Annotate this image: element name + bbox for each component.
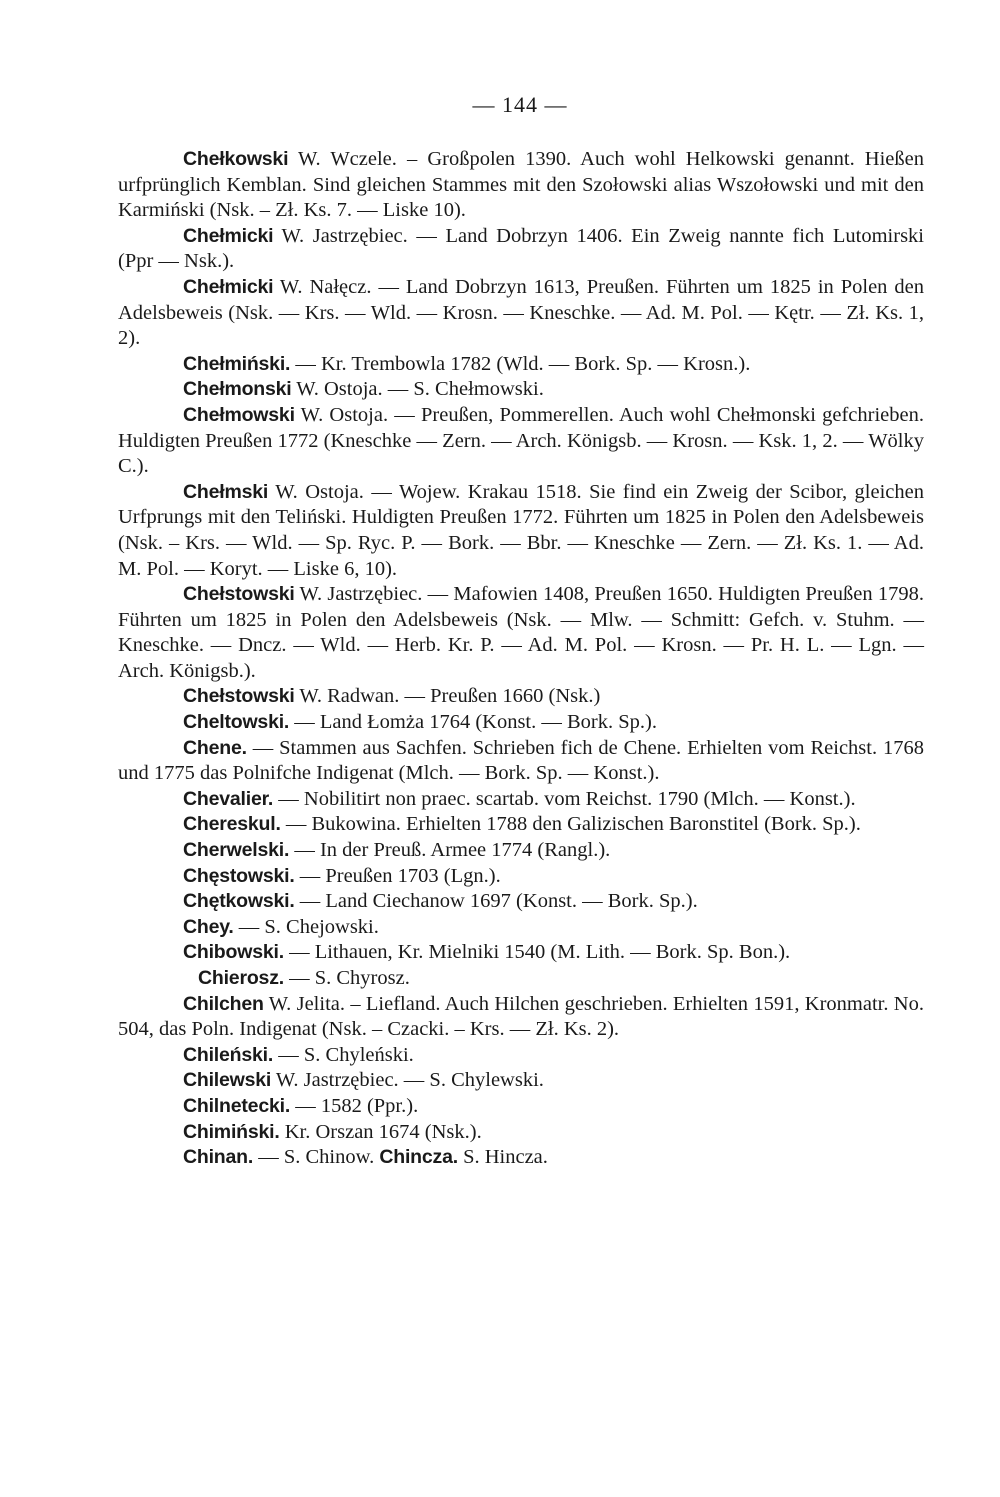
entry [118,403,924,480]
entry-text: — Preußen 1703 (Lgn.). [294,864,501,887]
entry-headword: Chereskul. [183,813,281,836]
entry-text: — Stammen aus Sachfen. Schrieben fich de Chene. Erhielten vom Reichst. 1768 und 1775 das Polnifche Indigenat (Mlch. — Bork. Sp. — Konst.). [118,736,924,785]
entry-headword: Chełmonski [183,378,292,401]
entry-headword: Chey. [183,915,234,938]
entry-headword: Chełmicki [183,275,274,298]
entry-headword: Chibowski. [183,941,284,964]
entry-headword: Chimiński. [183,1120,280,1143]
entry-headword: Chilnetecki. [183,1094,291,1117]
entry [118,812,924,838]
entry [118,480,924,582]
entry [118,710,924,736]
entry-headword: Chełkowski [183,148,289,170]
entry [118,582,924,684]
entry [118,1145,924,1171]
entry [118,966,924,992]
entry-headword: Chinan. [183,1146,254,1169]
entry-text: W. Jastrzębiec. — Land Dobrzyn 1406. Ein Zweig nannte fich Lutomirski (Ppr — Nsk.). [118,224,924,273]
entry-headword: Chileński. [183,1043,274,1066]
entry [118,736,924,787]
entry-headword: Chene. [183,736,247,759]
entry-headword: Cherwelski. [183,839,290,862]
entry-headword: Chincza. [379,1146,458,1169]
entry-text: W. Jastrzębiec. — Mafowien 1408, Preußen 1650. Huldigten Preußen 1798. Führten um 1825 in Polen den Adelsbeweis (Nsk. — Mlw. — Schmitt: Gefch. v. Stuhm. — Kneschke. — Dncz. — Wld. — Herb. Kr. P. — Ad. M. Pol. — Krosn. — Pr. H. L. — Lgn. — Arch. Königsb.). [118,583,924,682]
entry-text: — S. Chejowski. [233,915,379,938]
entry-text: — S. Chinow. [253,1146,380,1169]
entry [118,889,924,915]
entry-text: W. Ostoja. — Wojew. Krakau 1518. Sie find ein Zweig der Scibor, gleichen Urfprungs mit den Teliński. Huldigten Preußen 1772. Führten um 1825 in Polen den Adelsbeweis (Nsk. – Krs. — Wld. — Sp. Ryc. P. — Bork. — Bbr. — Kneschke — Zern. — Zł. Ks. 1. — Ad. M. Pol. — Koryt. — Liske 6, 10). [118,480,924,580]
entry-text: W. Ostoja. — Preußen, Pommerellen. Auch wohl Chełmonski gefchrieben. Huldigten Preußen 1772 (Kneschke — Zern. — Arch. Königsb. — Krosn. — Ksk. 1, 2. — Wölky C.). [118,403,924,478]
entry-headword: Chełstowski [183,583,295,606]
entry [118,224,924,275]
entry-text: — S. Chyleński. [273,1043,414,1066]
entry [118,838,924,864]
entry [118,684,924,710]
entry-list [118,147,924,1171]
entry-text: W. Ostoja. — S. Chełmowski. [291,378,544,401]
entry-text: W. Radwan. — Preußen 1660 (Nsk.) [294,685,601,708]
entry-headword: Chełstowski [183,685,295,708]
entry-headword: Chierosz. [198,967,284,989]
entry-text: — In der Preuß. Armee 1774 (Rangl.). [289,839,611,862]
entry-text: S. Hincza. [457,1146,548,1169]
entry [118,1120,924,1146]
entry-text: — Kr. Trembowla 1782 (Wld. — Bork. Sp. — Krosn.). [290,352,751,375]
entry-headword: Chilchen [183,992,264,1015]
entry-headword: Chełmowski [183,403,295,426]
entry-headword: Chevalier. [183,787,274,810]
entry [118,992,924,1043]
entry-headword: Chełmiński. [183,352,291,375]
entry [118,940,924,966]
entry-text: — Land Łomża 1764 (Konst. — Bork. Sp.). [289,711,657,734]
entry-text: — 1582 (Ppr.). [290,1094,419,1117]
entry-headword: Chętkowski. [183,890,295,913]
entry [118,275,924,352]
entry-text: W. Wczele. – Großpolen 1390. Auch wohl Helkowski genannt. Hießen urfprünglich Kemblan. Sind gleichen Stammes mit den Szołowski alias Wszołowski und mit den Karmiński (Nsk. – Zł. Ks. 7. — Liske 10). [118,148,924,222]
entry-headword: Chełmski [183,480,269,503]
entry [118,147,924,224]
entry [118,352,924,378]
entry [118,864,924,890]
entry-text: W. Nałęcz. — Land Dobrzyn 1613, Preußen. Führten um 1825 in Polen den Adelsbeweis (Nsk. — Krs. — Wld. — Krosn. — Kneschke. — Ad. M. Pol. — Kętr. — Zł. Ks. 1, 2). [118,275,924,350]
entry-headword: Cheltowski. [183,711,290,734]
entry [118,1068,924,1094]
entry-text: — Land Ciechanow 1697 (Konst. — Bork. Sp.). [294,890,698,913]
entry [118,1094,924,1120]
entry-text: — S. Chyrosz. [283,967,410,989]
entry [118,377,924,403]
entry-headword: Chilewski [183,1069,272,1092]
entry-headword: Chełmicki [183,224,274,247]
entry-text: — Bukowina. Erhielten 1788 den Galizischen Baronstitel (Bork. Sp.). [280,813,861,836]
entry-text: W. Jastrzębiec. — S. Chylewski. [271,1069,544,1092]
entry-text: W. Jelita. – Liefland. Auch Hilchen geschrieben. Erhielten 1591, Kronmatr. No. 504, das Poln. Indigenat (Nsk. – Czacki. – Krs. — Zł. Ks. 2). [118,992,924,1041]
entry-text: Kr. Orszan 1674 (Nsk.). [279,1120,482,1143]
entry [118,1043,924,1069]
entry [118,787,924,813]
entry-headword: Chęstowski. [183,864,295,887]
entry [118,915,924,941]
entry-text: — Nobilitirt non praec. scartab. vom Reichst. 1790 (Mlch. — Konst.). [273,787,856,810]
entry-text: — Lithauen, Kr. Mielniki 1540 (M. Lith. — Bork. Sp. Bon.). [283,941,791,964]
page-number: — 144 — [472,92,568,117]
